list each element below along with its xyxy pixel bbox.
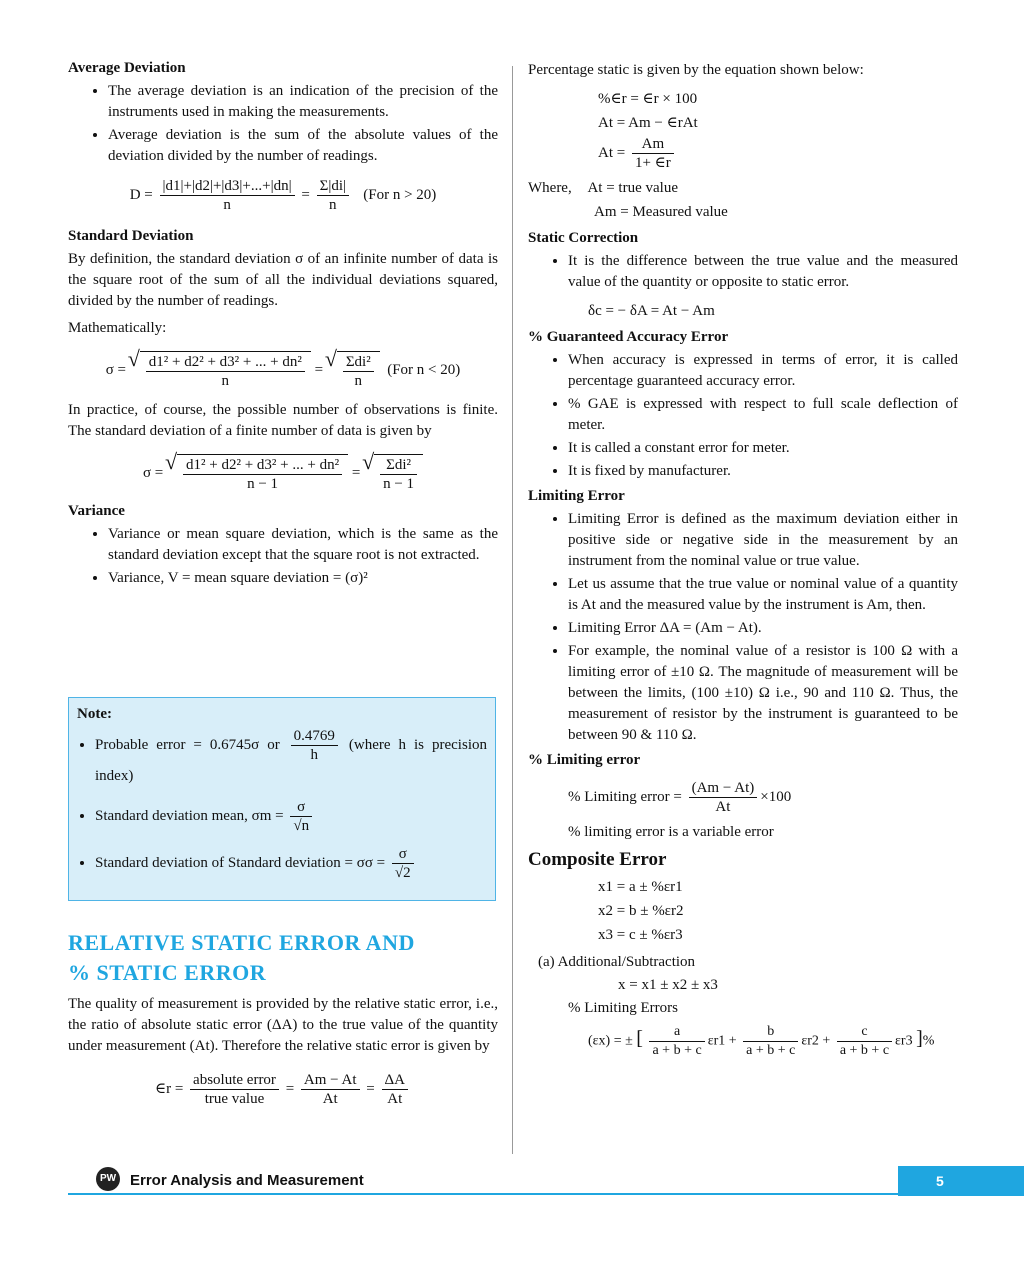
list-item: • Variance, V = mean square deviation = (σ)² bbox=[108, 568, 498, 589]
heading-composite-error: Composite Error bbox=[528, 849, 667, 870]
static-correction-list bbox=[528, 251, 958, 293]
subheading: (a) Additional/Subtraction bbox=[538, 954, 696, 970]
paragraph: Percentage static is given by the equation shown below: bbox=[528, 62, 864, 78]
equation-composite-limiting: (εx) = ± [ $\frac{a}{a + b + c}$ εr1 + $\frac{b}{a + b + c}$ εr2 + $\frac{c}{a + b + c}$ εr3 ]% bbox=[588, 1024, 935, 1058]
where-block: Where, At = true value bbox=[528, 180, 678, 196]
list-item: • Limiting Error ΔA = (Am − At). bbox=[568, 618, 958, 639]
list-item: • Standard deviation of Standard deviation = σσ = $\frac{\sigma}{√2}$ bbox=[95, 845, 487, 882]
list-item: • Variance or mean square deviation, which is the same as the standard deviation except that the square root is not extracted. bbox=[108, 524, 498, 566]
heading-standard-deviation: Standard Deviation bbox=[68, 228, 194, 244]
column-divider bbox=[512, 66, 513, 1154]
list-item: • Average deviation is the sum of the absolute values of the deviation divided by the number of readings. bbox=[108, 125, 498, 167]
limiting-error-list bbox=[528, 509, 958, 746]
equation: At = $\frac{Am}{1+ \in r}$ bbox=[528, 135, 958, 172]
equation-average-deviation: D = $\frac{|d1|+|d2|+|d3|+...+|dn|}{n}$ = $\frac{\Sigma|di|}{n}$ (For n > 20) bbox=[129, 178, 437, 213]
equation-relative-static-error: ∈r = $\frac{\text{absolute error}}{\text{true value}}$ = $\frac{Am - At}{At}$ = $\frac{\Delta A}{At}$ bbox=[68, 1071, 498, 1108]
heading-limiting-error: Limiting Error bbox=[528, 488, 625, 504]
equation: x = x1 ± x2 ± x3 bbox=[618, 977, 718, 993]
equation-std-deviation-infinite: σ = √ $\frac{\text{d1² + d2² + d3² + ... + dn²}}{n}$ = √ $\frac{\text{Σdi²}}{n}$ (For n < 20) bbox=[68, 351, 498, 390]
list-item: • It is the difference between the true value and the measured value of the quantity or opposite to static error. bbox=[568, 251, 958, 293]
heading-pct-limiting-error: % Limiting error bbox=[528, 752, 641, 768]
heading-variance: Variance bbox=[68, 503, 125, 519]
heading-static-correction: Static Correction bbox=[528, 230, 639, 246]
equation-pct-limiting-error: % Limiting error = $\frac{(Am - At)}{At}$ ×100 bbox=[568, 780, 792, 815]
equation: %∈r = ∈r × 100 bbox=[598, 91, 698, 107]
footer-rule bbox=[68, 1193, 928, 1195]
paragraph: In practice, of course, the possible number of observations is finite. The standard deviation of a finite number of data is given by bbox=[68, 402, 498, 439]
paragraph: By definition, the standard deviation σ of an infinite number of data is the square root of the sum of all the individual deviations squared, divided by the number of readings. bbox=[68, 251, 498, 309]
equation: x2 = b ± %εr2 bbox=[598, 903, 684, 919]
list-item: • When accuracy is expressed in terms of error, it is called percentage guaranteed accuracy error. bbox=[568, 350, 958, 392]
right-column bbox=[528, 60, 958, 1060]
paragraph: Mathematically: bbox=[68, 320, 167, 336]
list-item: • Standard deviation mean, σm = $\frac{\sigma}{√n}$ bbox=[95, 798, 487, 835]
equation: At = Am − ∈rAt bbox=[598, 115, 698, 131]
gae-list bbox=[528, 350, 958, 482]
paragraph: % limiting error is a variable error bbox=[568, 824, 774, 840]
average-deviation-list bbox=[68, 81, 498, 167]
note-heading: Note: bbox=[77, 706, 112, 722]
relative-error-section bbox=[68, 928, 498, 1110]
list-item: • Let us assume that the true value or nominal value of a quantity is At and the measured value by the instrument is Am, then. bbox=[568, 574, 958, 616]
section-title: RELATIVE STATIC ERROR AND % STATIC ERROR bbox=[68, 930, 415, 985]
footer-title: Error Analysis and Measurement bbox=[130, 1172, 364, 1189]
label: % Limiting Errors bbox=[568, 1000, 678, 1016]
list-item: • Limiting Error is defined as the maximum deviation either in positive side or negative side in the measurement by an instrument from the nominal value or true value. bbox=[568, 509, 958, 572]
note-list bbox=[77, 727, 487, 882]
left-column bbox=[68, 60, 498, 595]
list-item: • It is fixed by manufacturer. bbox=[568, 461, 958, 482]
equation: δc = − δA = At − Am bbox=[588, 303, 715, 319]
equation-std-deviation-finite: σ = √ $\frac{\text{d1² + d2² + d3² + ... + dn²}}{n - 1}$ = √ $\frac{\text{Σdi²}}{n - 1}$ bbox=[68, 454, 498, 493]
list-item: • The average deviation is an indication of the precision of the instruments used in making the measurements. bbox=[108, 81, 498, 123]
heading-gae: % Guaranteed Accuracy Error bbox=[528, 329, 729, 345]
where-item: Am = Measured value bbox=[594, 204, 728, 220]
equation: x3 = c ± %εr3 bbox=[598, 927, 683, 943]
paragraph: The quality of measurement is provided by the relative static error, i.e., the ratio of absolute static error (ΔA) to the true value of the quantity under measurement (At). Therefore the relative static error is given by bbox=[68, 996, 498, 1054]
page-number: 5 bbox=[898, 1166, 1024, 1196]
equation: x1 = a ± %εr1 bbox=[598, 879, 683, 895]
list-item: • Probable error = 0.6745σ or $\frac{0.4769}{h}$ (where h is precision index) bbox=[95, 727, 487, 788]
variance-list bbox=[68, 524, 498, 589]
list-item: • For example, the nominal value of a resistor is 100 Ω with a limiting error of ±10 Ω. The magnitude of measurement will be between the limits, (100 ±10) Ω i.e., 90 and 110 Ω. Thus, the measurement of resistor by the instrument is guaranteed to be between 90 & 110 Ω. bbox=[568, 641, 958, 746]
list-item: • % GAE is expressed with respect to full scale deflection of meter. bbox=[568, 394, 958, 436]
heading-average-deviation: Average Deviation bbox=[68, 60, 186, 76]
list-item: • It is called a constant error for meter. bbox=[568, 438, 958, 459]
note-box bbox=[68, 697, 496, 901]
pw-logo-icon: PW bbox=[96, 1167, 120, 1191]
